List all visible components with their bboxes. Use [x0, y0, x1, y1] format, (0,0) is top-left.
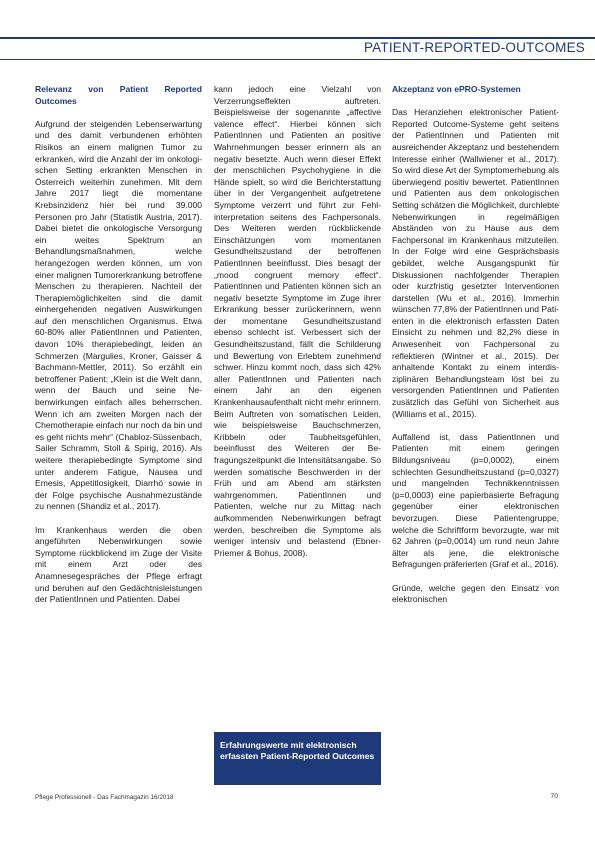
section-heading-relevanz: Relevanz von Patient Reported Outcomes — [35, 84, 202, 106]
section-heading-akzeptanz: Akzeptanz von ePRO-Systemen — [392, 84, 521, 94]
page-number: 70 — [550, 793, 558, 800]
paragraph: Das Heranziehen elektronischer Patient-Reported Outcome-Systeme geht seitens der PatientInnen und Patienten mit ausreichender Akzeptanz und bestehendem Interesse einher (Wallwiener et al., 2017). So wird diese Art der Symptomerhebung als überwiegend positiv bewertet. PatientInnen und Patienten aus dem onkologischen Setting schätzen die Möglichkeit, durchlebte Nebenwirkungen in regelmäßigen Abständen von zu Hause aus dem Fachpersonal im Krankenhaus mitzuteilen. In der Folge wird eine Gesprächsbasis gebildet, welche Ausgangspunkt für Diskussionen nachfolgender Therapien oder kurzfristig gesetzter Interventionen darstellen (Wu et al., 2016). Immerhin wünschen 77,8% der PatientInnen und Patienten in die elektronisch erfassten Daten Einsicht zu nehmen und 82,2% diese in Anwesenheit von Fachpersonal zu reflektieren (Wintner et al., 2015). Der anhaltende Kontakt zu einem interdisziplinären Behandlungsteam löst bei zu versorgenden PatientInnen und Patienten zusätzlich das Gefühl von Sicherheit aus (Williams et al., 2015). — [392, 107, 559, 419]
header-top-rule — [0, 37, 595, 39]
paragraph: Gründe, welche gegen den Einsatz von elektronischen — [392, 582, 559, 605]
paragraph: Aufgrund der steigenden Lebenserwartung und des damit verbundenen erhöhten Risikos an einem malignen Tumor zu erkranken, wird die Anzahl der im onkologischen Setting erkrankten Menschen in Österreich weiterhin zunehmen. Mit dem Jahre 2017 liegt die momentane Krebsinzidenz hier bei rund 39.000 Personen pro Jahr (Statistik Austria, 2017). Dabei bietet die onkologische Versorgung ein weites Spektrum an Behandlungsmaßnahmen, welche herangezogen werden können, um von einer malignen Tumorerkrankung betroffene Menschen zu therapieren. Nachteil der Therapiemöglichkeiten sind die damit einhergehenden negativen Auswirkungen auf den menschlichen Organismus. Etwa 60-80% aller PatientInnen und Patienten, davon 10% therapiebedingt, leiden an Schmerzen (Margulies, Kroner, Gaisser & Bachmann-Mettler, 2011). So erzählt ein betroffener Patient: „Klein ist die Welt dann, wenn der Bauch und seine Nebenwirkungen einfach alles beherrschen. Wenn ich am zweiten Morgen nach der Chemotherapie einfach nur noch da bin und es geht nichts mehr“ (Chabloz-Süssenbach, Sailer Schramm, Stoll & Spirig, 2016). Als weitere therapiebedingte Symptome sind unter anderem Fatigue, Nausea und Emesis, Appetitlosigkeit, Diarrhö sowie in der Folge psychische Ausnahmezustände zu nennen (Shandiz et al., 2017). — [35, 118, 202, 512]
footer-publication: Pflege Professionell - Das Fachmagazin 16/2018 — [35, 794, 174, 801]
paragraph: Auffallend ist, dass PatientInnen und Patienten mit einem geringen Bildungsniveau (p=0,0002), einem schlechten Gesundheitszustand (p=0,0327) und mangelnden Technikkenntnissen (p=0,0003) eine papierbasierte Befragung gegenüber einer elektronischen bevorzugen. Diese Patientengruppe, welche die Schriftform bevorzugte, war mit 62 Jahren (p=0,0014) um rund neun Jahre älter als jene, die elektronische Befragungen präferierten (Graf et al., 2016). — [392, 431, 559, 570]
column-right — [392, 84, 559, 617]
column-left — [35, 84, 202, 617]
header-bottom-rule — [0, 59, 595, 60]
paragraph: kann jedoch eine Vielzahl von Verzerrungseffekten auftreten. Beispielsweise der sogenannte „affective valence effect“. Hierbei können sich PatientInnen und Patienten an positive Wahrnehmungen besser erinnern als an negativ besetzte. Auch wenn dieser Effekt der menschlichen Psychohygiene in die Hände spielt, so wird die Berichterstattung über in der Vergangenheit aufgetretene Symptome verzerrt und führt zur Fehlinterpretation seitens des Fachpersonals. Des Weiteren werden rückblickende Einschätzungen vom momentanen Gesundheitszustand der betroffenen PatientInnen beeinflusst. Dies besagt der „mood congruent memory effect“. PatientInnen und Patienten können sich an negativ besetzte Symptome im Zuge ihrer Erkrankung besser zurückerinnern, wenn der momentane Gesundheitszustand ebenso schlecht ist. Verbessert sich der Gesundheitszustand, fällt die Schilderung und Bewertung von Erlebtem zunehmend schwer. Hinzu kommt noch, dass sich 42% aller PatientInnen und Patienten nach einem Jahr an den eigenen Krankenhausaufenthalt nicht mehr erinnern. Beim Auftreten von somatischen Leiden, wie beispielsweise Bauchschmerzen, Kribbeln oder Taubheitsgefühlen, beeinflusst des Weiteren der Befragungszeitpunkt die Intensitätsangabe. So werden somatische Beschwerden in der Früh und am Abend am stärksten wahrgenommen. PatientInnen und Patienten, welche nur zu Mittag nach aufkommenden Nebenwirkungen befragt werden, beschreiben die Symptome als weniger intensiv und belastend (Ebner-Priemer & Bohus, 2008). — [214, 84, 381, 558]
section-title: PATIENT-REPORTED-OUTCOMES — [363, 40, 585, 55]
highlight-box: Erfahrungswerte mit elektronisch erfassten Patient-Reported Outcomes — [214, 732, 381, 785]
paragraph: Im Krankenhaus werden die oben angeführten Nebenwirkungen sowie Symptome rückblickend im Zuge der Visite mit einem Arzt oder des Anamnesegespräches der Pflege erfragt und beruhen auf den Gedächtnisleistungen der PatientInnen und Patienten. Dabei — [35, 524, 202, 605]
column-middle — [214, 84, 381, 571]
